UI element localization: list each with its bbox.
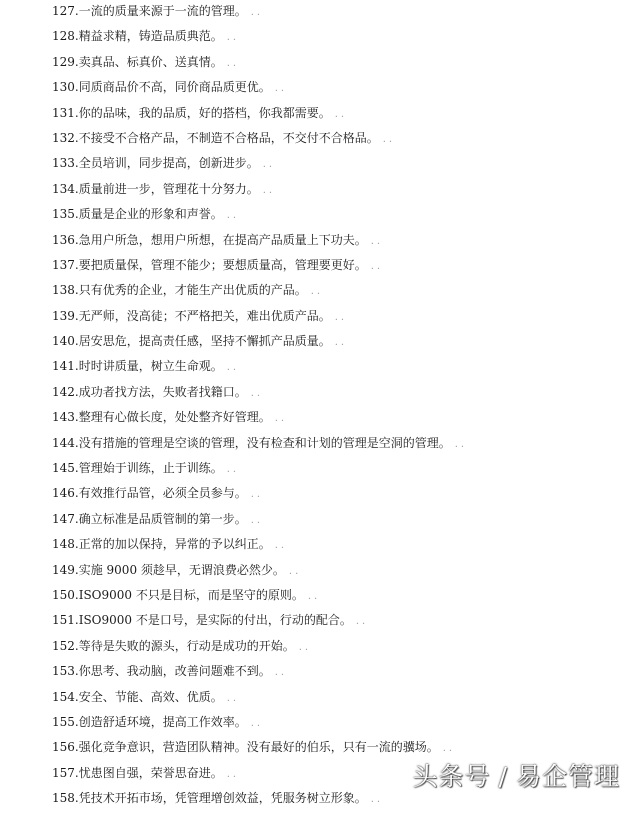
paragraph-mark: .. xyxy=(262,184,276,196)
item-number: 133. xyxy=(52,156,79,171)
item-number: 147. xyxy=(52,511,79,526)
paragraph-mark: .. xyxy=(226,57,240,69)
list-item xyxy=(52,483,467,508)
item-number: 149. xyxy=(52,562,79,577)
item-text: 质量是企业的形象和声誉。 xyxy=(78,207,223,222)
item-number: 144. xyxy=(52,435,79,450)
list-item xyxy=(52,737,467,762)
item-number: 139. xyxy=(52,308,79,323)
paragraph-mark: .. xyxy=(226,362,240,374)
paragraph-mark: .. xyxy=(274,667,288,679)
list-item xyxy=(52,687,467,712)
paragraph-mark: .. xyxy=(370,794,384,806)
paragraph-mark: .. xyxy=(334,337,348,349)
item-text: 实施 9000 须趁早，无谓浪费必然少。 xyxy=(78,562,285,577)
paragraph-mark: .. xyxy=(250,489,264,501)
list-item xyxy=(52,636,467,661)
paragraph-mark: .. xyxy=(370,235,384,247)
paragraph-mark: .. xyxy=(382,133,396,145)
list-item xyxy=(52,331,467,356)
list-item xyxy=(52,788,467,813)
paragraph-mark: .. xyxy=(274,83,288,95)
paragraph-mark: .. xyxy=(274,413,288,425)
item-number: 130. xyxy=(52,80,79,95)
list-item xyxy=(52,153,467,178)
item-text: 忧患图自强，荣誉思奋进。 xyxy=(78,765,223,780)
item-number: 150. xyxy=(52,587,79,602)
list-item xyxy=(52,255,467,280)
item-number: 134. xyxy=(52,181,79,196)
item-number: 156. xyxy=(52,740,79,755)
list-item xyxy=(52,103,467,128)
item-number: 145. xyxy=(52,461,79,476)
paragraph-mark: .. xyxy=(370,260,384,272)
item-text: 管理始于训练，止于训练。 xyxy=(78,461,223,476)
paragraph-mark: .. xyxy=(226,768,240,780)
item-text: 急用户所急，想用户所想，在提高产品质量上下功夫。 xyxy=(78,232,367,247)
list-item xyxy=(52,407,467,432)
list-item xyxy=(52,1,467,26)
paragraph-mark: .. xyxy=(334,108,348,120)
item-text: 你思考、我动脑，改善问题难不到。 xyxy=(78,664,271,679)
item-text: ISO9000 不只是目标，而是坚守的原则。 xyxy=(78,587,304,602)
paragraph-mark: .. xyxy=(250,717,264,729)
list-item xyxy=(52,763,467,788)
slogan-list xyxy=(52,1,467,814)
item-text: 安全、节能、高效、优质。 xyxy=(78,689,223,704)
paragraph-mark: .. xyxy=(250,387,264,399)
item-number: 153. xyxy=(52,664,79,679)
item-number: 136. xyxy=(52,232,79,247)
paragraph-mark: .. xyxy=(226,210,240,222)
list-item xyxy=(52,77,467,102)
item-text: 时时讲质量，树立生命观。 xyxy=(78,359,223,374)
paragraph-mark: .. xyxy=(250,514,264,526)
item-text: 卖真品、标真价、送真情。 xyxy=(78,54,223,69)
item-number: 152. xyxy=(52,638,79,653)
item-text: 创造舒适环境，提高工作效率。 xyxy=(78,714,247,729)
watermark-slash: / xyxy=(498,762,508,791)
list-item xyxy=(52,128,467,153)
item-number: 148. xyxy=(52,537,79,552)
watermark-account: 易企管理 xyxy=(515,762,620,791)
item-text: 不接受不合格产品，不制造不合格品，不交付不合格品。 xyxy=(78,130,379,145)
list-item xyxy=(52,458,467,483)
list-item xyxy=(52,179,467,204)
paragraph-mark: .. xyxy=(226,32,240,44)
item-number: 141. xyxy=(52,359,79,374)
paragraph-mark: .. xyxy=(334,311,348,323)
item-number: 129. xyxy=(52,54,79,69)
item-text: 居安思危，提高责任感，坚持不懈抓产品质量。 xyxy=(78,334,331,349)
item-text: 只有优秀的企业，才能生产出优质的产品。 xyxy=(78,283,307,298)
paragraph-mark: .. xyxy=(307,590,321,602)
list-item xyxy=(52,585,467,610)
paragraph-mark: .. xyxy=(310,286,324,298)
item-text: 精益求精，铸造品质典范。 xyxy=(78,29,223,44)
item-number: 158. xyxy=(52,791,79,806)
item-number: 142. xyxy=(52,384,79,399)
item-number: 143. xyxy=(52,410,79,425)
paragraph-mark: .. xyxy=(262,159,276,171)
list-item xyxy=(52,382,467,407)
list-item xyxy=(52,280,467,305)
paragraph-mark: .. xyxy=(454,438,468,450)
item-number: 127. xyxy=(52,4,79,18)
item-number: 155. xyxy=(52,714,79,729)
paragraph-mark: .. xyxy=(226,692,240,704)
item-text: 没有措施的管理是空谈的管理，没有检查和计划的管理是空洞的管理。 xyxy=(78,435,451,450)
paragraph-mark: .. xyxy=(288,565,302,577)
item-text: 强化竞争意识，营造团队精神。没有最好的伯乐，只有一流的骥场。 xyxy=(78,740,439,755)
item-number: 151. xyxy=(52,613,79,628)
item-number: 154. xyxy=(52,689,79,704)
paragraph-mark: .. xyxy=(298,641,312,653)
list-item xyxy=(52,356,467,381)
item-text: 成功者找方法，失败者找籍口。 xyxy=(78,384,247,399)
item-text: 正常的加以保持，异常的予以纠正。 xyxy=(78,537,271,552)
list-item xyxy=(52,433,467,458)
paragraph-mark: .. xyxy=(274,540,288,552)
list-item xyxy=(52,204,467,229)
item-text: 你的品味，我的品质，好的搭档，你我都需要。 xyxy=(78,105,331,120)
item-number: 138. xyxy=(52,283,79,298)
item-number: 137. xyxy=(52,257,79,272)
item-text: 凭技术开拓市场，凭管理增创效益，凭服务树立形象。 xyxy=(78,791,367,806)
item-text: 有效推行品管，必须全员参与。 xyxy=(78,486,247,501)
paragraph-mark: .. xyxy=(250,7,264,18)
item-number: 135. xyxy=(52,207,79,222)
item-text: 同质商品价不高，同价商品质更优。 xyxy=(78,80,271,95)
item-text: 确立标准是品质管制的第一步。 xyxy=(78,511,247,526)
item-text: 整理有心做长度，处处整齐好管理。 xyxy=(78,410,271,425)
paragraph-mark: .. xyxy=(226,464,240,476)
paragraph-mark: .. xyxy=(355,616,369,628)
watermark-source: 头条号 xyxy=(412,762,491,791)
item-text: 无严师，没高徒；不严格把关，难出优质产品。 xyxy=(78,308,331,323)
item-number: 140. xyxy=(52,334,79,349)
list-item xyxy=(52,712,467,737)
item-number: 146. xyxy=(52,486,79,501)
item-text: ISO9000 不是口号，是实际的付出，行动的配合。 xyxy=(78,613,352,628)
list-item xyxy=(52,560,467,585)
list-item xyxy=(52,661,467,686)
paragraph-mark: .. xyxy=(442,743,456,755)
item-number: 128. xyxy=(52,29,79,44)
item-text: 一流的质量来源于一流的管理。 xyxy=(78,4,247,18)
item-text: 质量前进一步，管理花十分努力。 xyxy=(78,181,259,196)
list-item xyxy=(52,230,467,255)
item-text: 要把质量保，管理不能少；要想质量高，管理要更好。 xyxy=(78,257,367,272)
list-item xyxy=(52,26,467,51)
item-number: 132. xyxy=(52,130,79,145)
list-item xyxy=(52,534,467,559)
watermark xyxy=(413,759,620,795)
list-item xyxy=(52,52,467,77)
list-item xyxy=(52,509,467,534)
item-number: 131. xyxy=(52,105,79,120)
item-text: 等待是失败的源头，行动是成功的开始。 xyxy=(78,638,295,653)
item-text: 全员培训，同步提高，创新进步。 xyxy=(78,156,259,171)
list-item xyxy=(52,306,467,331)
item-number: 157. xyxy=(52,765,79,780)
list-item xyxy=(52,610,467,635)
